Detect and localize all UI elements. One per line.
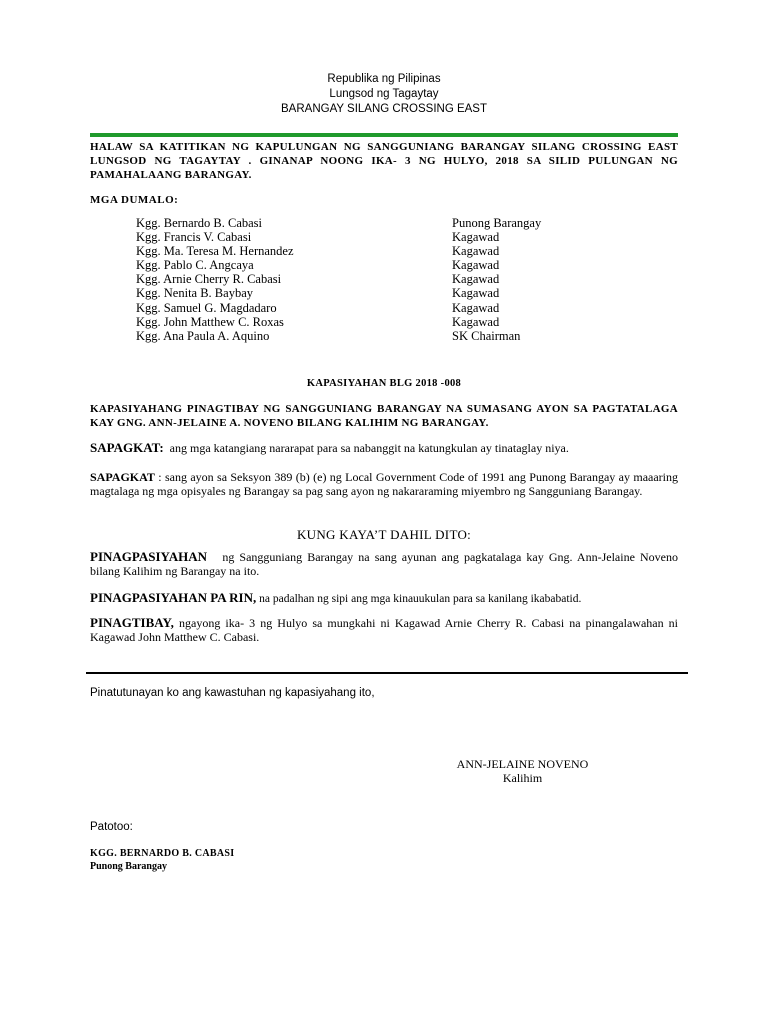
whereas-2-label: SAPAGKAT	[90, 470, 155, 484]
whereas-2	[90, 471, 678, 498]
attendee-row	[136, 244, 596, 258]
resolved-2-text: na padalhan ng sipi ang mga kinauukulan para sa kanilang ikababatid.	[259, 593, 582, 605]
attendee-row	[136, 230, 596, 244]
attendee-position: Kagawad	[452, 300, 500, 315]
attendee-row	[136, 258, 596, 272]
approved-text: ngayong ika- 3 ng Hulyo sa mungkahi ni Kagawad Arnie Cherry R. Cabasi na pinangalawahan ni Kagawad John Matthew C. Cabasi.	[90, 616, 679, 644]
attendee-name: Kgg. Nenita B. Baybay	[136, 286, 253, 301]
attendee-row	[136, 272, 596, 286]
resolved-2-label: PINAGPASIYAHAN PA RIN,	[90, 590, 257, 605]
resolved-1-text: ng Sangguniang Barangay na sang ayunan ang pagkatalaga kay Gng. Ann-Jelaine Noveno bilang Kalihim ng Barangay na ito.	[90, 550, 678, 578]
attendee-name: Kgg. Arnie Cherry R. Cabasi	[136, 272, 282, 287]
attendee-position: SK Chairman	[452, 328, 521, 343]
header-barangay: BARANGAY SILANG CROSSING EAST	[281, 103, 487, 115]
resolution-caption: KAPASIYAHANG PINAGTIBAY NG SANGGUNIANG BARANGAY NA SUMASANG AYON SA PAGTATALAGA KAY GNG. ANN-JELAINE A. NOVENO BILANG KALIHIM NG BARANGAY.	[90, 403, 678, 429]
whereas-1	[90, 441, 678, 456]
attest-label: Patotoo:	[90, 821, 133, 833]
document-header	[0, 72, 768, 117]
green-divider	[90, 133, 678, 137]
now-therefore-heading: KUNG KAYA’T DAHIL DITO:	[296, 527, 472, 542]
resolved-2	[90, 591, 678, 607]
attendee-row	[136, 216, 596, 230]
resolved-1	[90, 550, 678, 578]
minutes-caption: HALAW SA KATITIKAN NG KAPULUNGAN NG SANGGUNIANG BARANGAY SILANG CROSSING EAST LUNGSOD NG TAGAYTAY . GINANAP NOONG IKA- 3 NG HULYO, 2018 SA SILID PULUNGAN NG PAMAHALAANG BARANGAY.	[90, 141, 678, 181]
attendee-position: Kagawad	[452, 230, 500, 245]
attester-title: Punong Barangay	[90, 861, 167, 872]
header-city: Lungsod ng Tagaytay	[329, 88, 439, 100]
whereas-1-text: ang mga katangiang nararapat para sa nabanggit na katungkulan ay tinataglay niya.	[169, 441, 569, 455]
attendees-heading: MGA DUMALO:	[90, 194, 179, 206]
black-divider	[86, 672, 688, 674]
attendee-position: Kagawad	[452, 272, 500, 287]
attendee-position: Kagawad	[452, 314, 500, 329]
attester-block	[90, 847, 234, 873]
resolved-1-label: PINAGPASIYAHAN	[90, 549, 208, 564]
attendee-name: Kgg. Ma. Teresa M. Hernandez	[136, 244, 294, 259]
attendee-name: Kgg. Bernardo B. Cabasi	[136, 216, 263, 230]
attendee-name: Kgg. Francis V. Cabasi	[136, 230, 252, 245]
secretary-name: ANN-JELAINE NOVENO	[456, 757, 589, 771]
approved-paragraph	[90, 616, 678, 644]
secretary-signature-block	[440, 757, 605, 785]
attendee-row	[136, 315, 596, 329]
attendee-name: Kgg. Ana Paula A. Aquino	[136, 328, 270, 343]
whereas-2-text: : sang ayon sa Seksyon 389 (b) (e) ng Local Government Code of 1991 ang Punong Barangay ay maaaring magtalaga ng mga opisyales ng Barangay sa pag sang ayon ng nakararaming miyembro ng Sangguniang Barangay.	[90, 470, 678, 498]
certification-text: Pinatutunayan ko ang kawastuhan ng kapasiyahang ito,	[90, 687, 375, 699]
attendee-position: Kagawad	[452, 244, 500, 259]
attendee-row	[136, 329, 596, 343]
approved-label: PINAGTIBAY,	[90, 615, 174, 630]
header-republic: Republika ng Pilipinas	[327, 73, 441, 85]
attendees-list	[136, 216, 596, 343]
attendee-position: Kagawad	[452, 258, 500, 273]
attendee-position: Punong Barangay	[452, 216, 542, 230]
attendee-name: Kgg. John Matthew C. Roxas	[136, 314, 284, 329]
attendee-name: Kgg. Pablo C. Angcaya	[136, 258, 254, 273]
attester-name: KGG. BERNARDO B. CABASI	[90, 848, 235, 859]
resolution-number: KAPASIYAHAN BLG 2018 -008	[306, 378, 462, 389]
whereas-1-label: SAPAGKAT:	[90, 440, 164, 455]
secretary-title: Kalihim	[502, 771, 543, 785]
attendee-row	[136, 301, 596, 315]
attendee-row	[136, 286, 596, 300]
attendee-position: Kagawad	[452, 286, 500, 301]
attendee-name: Kgg. Samuel G. Magdadaro	[136, 300, 277, 315]
